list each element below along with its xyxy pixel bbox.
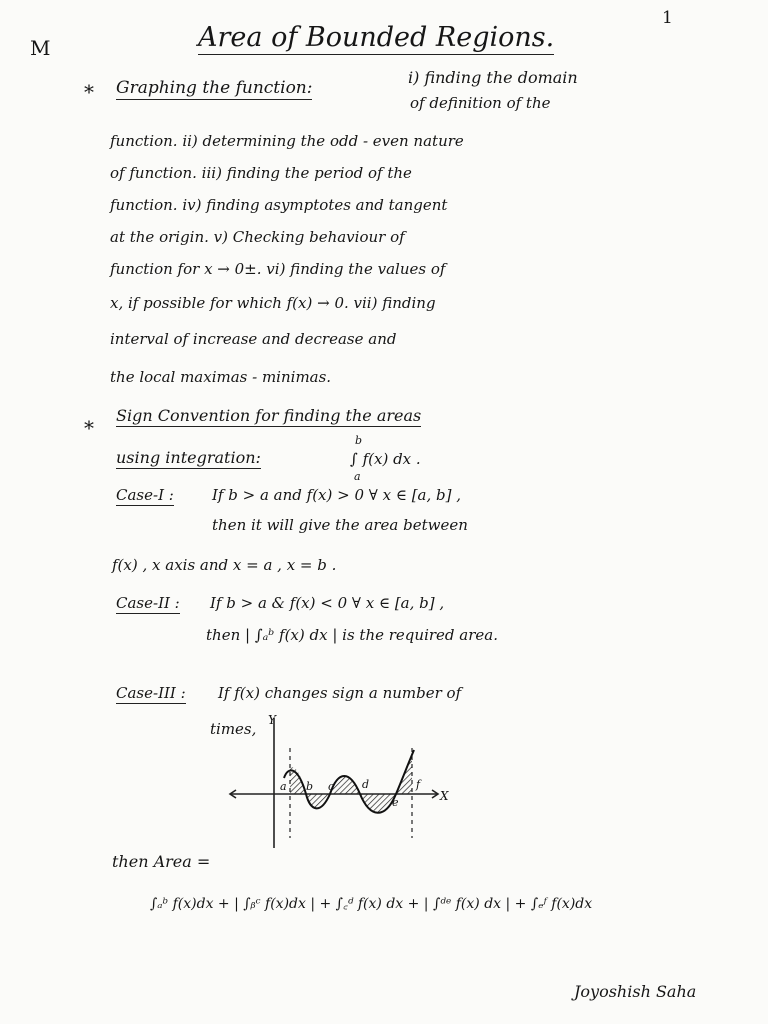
bullet-1: * — [84, 80, 94, 104]
integral-upper-limit: b — [355, 434, 363, 447]
graph-y-label: Y — [268, 713, 276, 727]
text-line: function. ii) determining the odd - even nature — [110, 132, 464, 150]
text-line: of function. iii) finding the period of the — [110, 164, 412, 182]
integral-expression: ∫ f(x) dx . — [350, 450, 421, 468]
case-1-line: then it will give the area between — [212, 516, 468, 534]
author-signature: Joyoshish Saha — [574, 982, 697, 1001]
text-line: of definition of the — [410, 94, 551, 112]
sign-change-graph — [210, 708, 460, 858]
section-heading-graphing: Graphing the function: — [116, 78, 313, 98]
text-line: function for x → 0±. vi) finding the values of — [110, 260, 446, 278]
text-line: function. iv) finding asymptotes and tangent — [110, 196, 448, 214]
case-1-line: f(x) , x axis and x = a , x = b . — [112, 556, 337, 574]
graph-label-f: f — [416, 778, 421, 791]
graph-label-c: c — [328, 780, 335, 793]
graph-label-b: b — [306, 780, 314, 793]
text-line: the local maximas - minimas. — [110, 368, 332, 386]
case-2-label: Case-II : — [116, 594, 180, 612]
then-area-label: then Area = — [112, 852, 211, 871]
case-2-line: then | ∫ₐᵇ f(x) dx | is the required area. — [206, 626, 498, 644]
section-heading-sign-convention: Sign Convention for finding the areas — [116, 406, 422, 425]
case-1-label: Case-I : — [116, 486, 174, 504]
case-2-line: If b > a & f(x) < 0 ∀ x ∈ [a, b] , — [210, 594, 445, 612]
section-heading-integration: using integration: — [116, 448, 261, 467]
graph-x-label: X — [440, 789, 449, 803]
text-line: i) finding the domain — [408, 68, 578, 87]
page-number: 1 — [662, 8, 673, 28]
corner-mark: M — [30, 36, 51, 60]
text-line: at the origin. v) Checking behaviour of — [110, 228, 405, 246]
case-3-line: If f(x) changes sign a number of — [218, 684, 462, 702]
case-3-label: Case-III : — [116, 684, 186, 702]
area-formula: ∫ₐᵇ f(x)dx + | ∫ᵦᶜ f(x)dx | + ∫꜀ᵈ f(x) dx + | ∫ᵈᵉ f(x) dx | + ∫ₑᶠ f(x)dx — [150, 896, 593, 912]
graph-label-d: d — [362, 778, 370, 791]
page-title: Area of Bounded Regions. — [198, 22, 555, 53]
graph-label-e: e — [392, 796, 399, 809]
graph-label-a: a — [280, 780, 287, 793]
case-3-line: times, — [210, 720, 257, 738]
text-line: x, if possible for which f(x) → 0. vii) finding — [110, 294, 436, 312]
text-line: interval of increase and decrease and — [110, 330, 397, 348]
integral-lower-limit: a — [354, 470, 361, 483]
case-1-line: If b > a and f(x) > 0 ∀ x ∈ [a, b] , — [212, 486, 462, 504]
bullet-2: * — [84, 416, 94, 440]
